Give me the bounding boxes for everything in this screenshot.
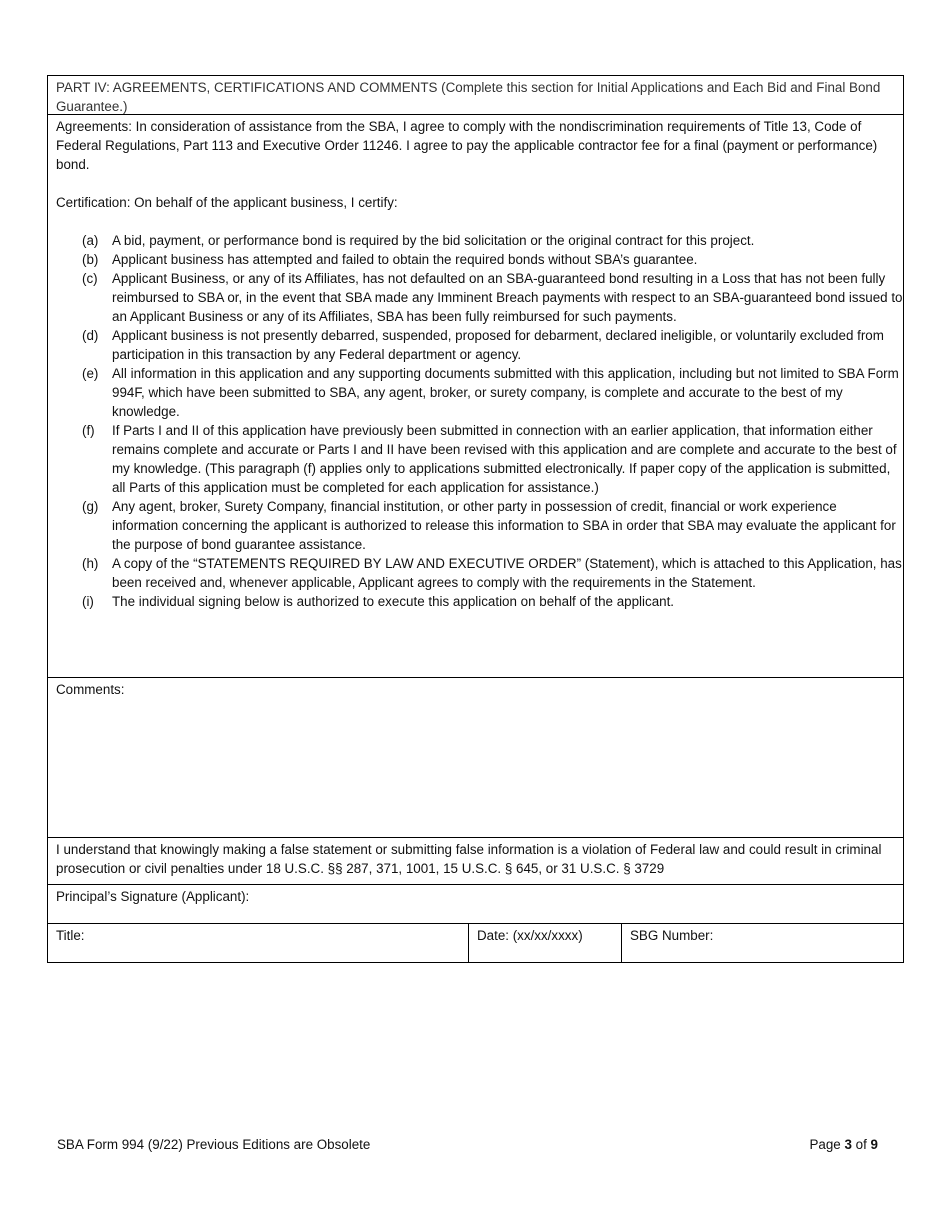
certification-intro: Certification: On behalf of the applicant business, I certify:	[56, 195, 398, 210]
certification-item	[56, 269, 903, 326]
item-text: Applicant business is not presently debarred, suspended, proposed for debarment, declared ineligible, or voluntarily excluded from participation in this transaction by any Federal department or agency.	[112, 328, 884, 362]
certification-item	[56, 592, 895, 611]
item-text: Any agent, broker, Surety Company, financial institution, or other party in possession of credit, financial or work experience information concerning the applicant is authorized to release this information to SBA in order that SBA may evaluate the applicant for the purpose of bond guarantee assistance.	[112, 499, 896, 552]
comments-field[interactable]	[48, 678, 903, 838]
signature-label: Principal’s Signature (Applicant):	[56, 889, 250, 904]
item-label: (e)	[82, 366, 99, 381]
item-label: (d)	[82, 328, 99, 343]
item-label: (g)	[82, 499, 99, 514]
date-label: Date: (xx/xx/xxxx)	[477, 928, 583, 943]
agreements-text: Agreements: In consideration of assistance from the SBA, I agree to comply with the nondiscrimination requirements of Title 13, Code of Federal Regulations, Part 113 and Executive Order 11246. I agree to pay the applicable contractor fee for a final (payment or performance) bond.	[56, 119, 878, 172]
sbg-number-label: SBG Number:	[630, 928, 714, 943]
item-text: The individual signing below is authorized to execute this application on behalf of the applicant.	[112, 594, 675, 609]
page-total: 9	[870, 1137, 878, 1152]
item-text: A copy of the “STATEMENTS REQUIRED BY LAW AND EXECUTIVE ORDER” (Statement), which is attached to this Application, has been received and, whenever applicable, Applicant agrees to comply with the requirements in the Statement.	[112, 556, 902, 590]
item-label: (a)	[82, 233, 99, 248]
item-label: (f)	[82, 423, 95, 438]
page-of: of	[855, 1137, 867, 1152]
item-text: Applicant business has attempted and failed to obtain the required bonds without SBA’s guarantee.	[112, 252, 698, 267]
comments-label: Comments:	[56, 682, 125, 697]
certification-item	[56, 497, 895, 554]
title-field[interactable]	[48, 924, 469, 962]
form-identifier: SBA Form 994 (9/22) Previous Editions are Obsolete	[57, 1137, 371, 1152]
page-footer	[57, 1137, 878, 1152]
sbg-number-field[interactable]	[622, 924, 903, 962]
certification-form	[47, 75, 904, 963]
item-text: Applicant Business, or any of its Affiliates, has not defaulted on an SBA-guaranteed bond resulting in a Loss that has not been fully reimbursed to SBA or, in the event that SBA made any Imminent Breach payments with respect to an SBA-guaranteed bond issued to an Applicant Business or any of its Affiliates, SBA has been fully reimbursed for such payments.	[112, 271, 903, 324]
page-word: Page	[809, 1137, 841, 1152]
item-label: (h)	[82, 556, 99, 571]
page-current: 3	[844, 1137, 852, 1152]
item-label: (i)	[82, 594, 94, 609]
certification-item	[56, 326, 895, 364]
item-text: A bid, payment, or performance bond is required by the bid solicitation or the original contract for this project.	[112, 233, 755, 248]
certification-item	[56, 554, 902, 592]
item-label: (c)	[82, 271, 98, 286]
signature-field[interactable]	[48, 885, 903, 924]
item-text: All information in this application and any supporting documents submitted with this application, including but not limited to SBA Form 994F, which have been submitted to SBA, any agent, broker, or surety company, is complete and accurate to the best of my knowledge.	[112, 366, 899, 419]
item-text: If Parts I and II of this application have previously been submitted in connection with an earlier application, that information either remains complete and accurate or Parts I and II have been revised with this application and are complete and accurate to the best of my knowledge. (This paragraph (f) applies only to applications submitted electronically. If paper copy of the application is submitted, all Parts of this application must be completed for each application for assistance.)	[112, 423, 897, 495]
page-number	[809, 1137, 878, 1152]
certification-item	[56, 421, 895, 497]
certification-item	[56, 250, 895, 269]
title-label: Title:	[56, 928, 85, 943]
date-field[interactable]	[469, 924, 622, 962]
agreements-section	[48, 115, 903, 678]
certification-list	[56, 231, 903, 611]
item-label: (b)	[82, 252, 99, 267]
certification-item	[56, 364, 899, 421]
false-statement-notice: I understand that knowingly making a false statement or submitting false information is a violation of Federal law and could result in criminal prosecution or civil penalties under 18 U.S.C. §§ 287, 371, 1001, 15 U.S.C. § 645, or 31 U.S.C. § 3729	[48, 838, 903, 885]
section-header: PART IV: AGREEMENTS, CERTIFICATIONS AND COMMENTS (Complete this section for Initial Applications and Each Bid and Final Bond Guarantee.)	[48, 76, 903, 115]
title-date-sbg-row	[48, 924, 903, 962]
certification-item	[56, 231, 895, 250]
